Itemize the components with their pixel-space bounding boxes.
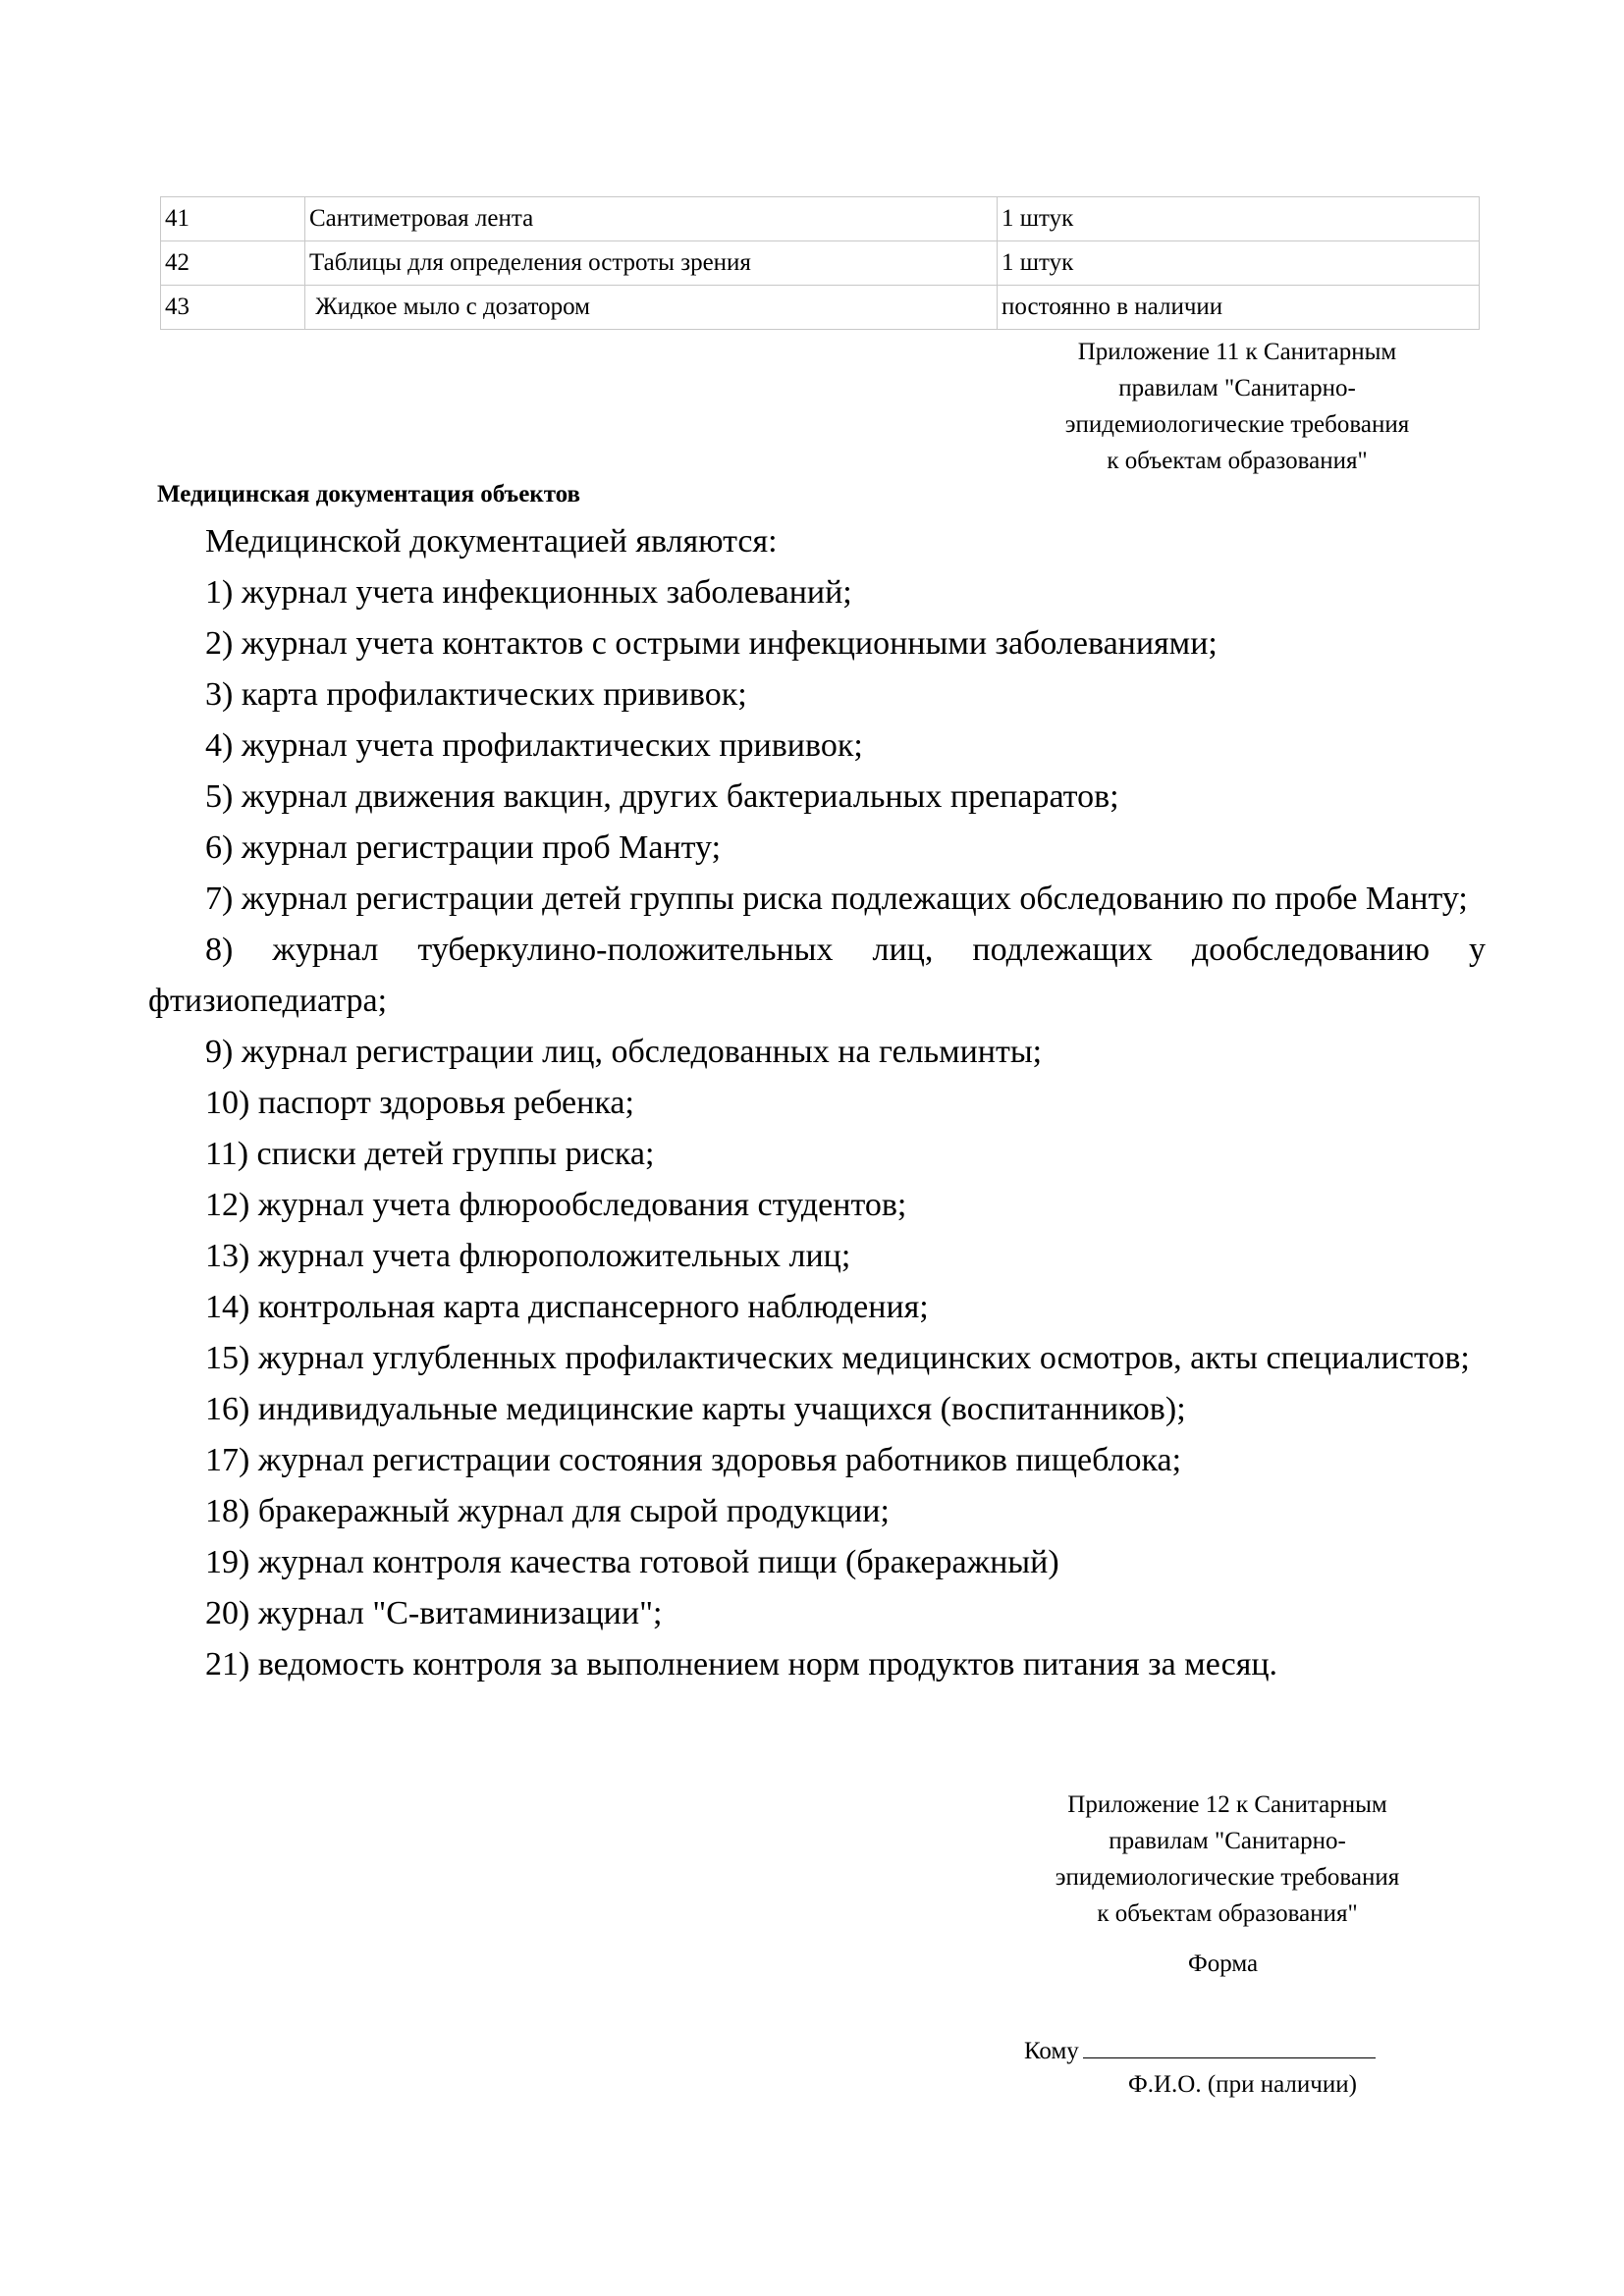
list-intro: Медицинской документацией являются:	[205, 523, 778, 560]
list-item: 2) журнал учета контактов с острыми инфекционными заболеваниями;	[205, 625, 1218, 662]
item-quantity: постоянно в наличии	[998, 286, 1480, 330]
recipient-line	[1024, 2034, 1376, 2065]
table-row	[161, 241, 1480, 286]
list-item: 10) паспорт здоровья ребенка;	[205, 1085, 634, 1121]
list-item: 19) журнал контроля качества готовой пищи (бракеражный)	[205, 1544, 1059, 1580]
table-row	[161, 286, 1480, 330]
list-item: 16) индивидуальные медицинские карты учащихся (воспитанников);	[205, 1391, 1186, 1427]
list-item: 18) бракеражный журнал для сырой продукции;	[205, 1493, 890, 1529]
appendix-line: Приложение 11 к Санитарным	[1077, 339, 1397, 365]
list-item: 20) журнал "С-витаминизации";	[205, 1595, 663, 1631]
appendix-11-note	[1011, 334, 1463, 479]
list-item: 17) журнал регистрации состояния здоровья работников пищеблока;	[205, 1442, 1182, 1478]
list-item: 4) журнал учета профилактических прививок;	[205, 727, 863, 764]
list-item: 6) журнал регистрации проб Манту;	[205, 829, 722, 866]
appendix-line: правилам "Санитарно-	[1118, 375, 1356, 401]
appendix-line: эпидемиологические требования	[1055, 1864, 1400, 1891]
row-number: 42	[161, 241, 305, 286]
appendix-line: эпидемиологические требования	[1064, 411, 1410, 438]
item-quantity: 1 штук	[998, 241, 1480, 286]
list-item: 21) ведомость контроля за выполнением норм продуктов питания за месяц.	[205, 1646, 1278, 1682]
row-number: 41	[161, 197, 305, 241]
appendix-line: Приложение 12 к Санитарным	[1067, 1791, 1387, 1818]
list-item: 7) журнал регистрации детей группы риска подлежащих обследованию по пробе Манту;	[205, 881, 1468, 917]
equipment-table	[160, 196, 1480, 330]
form-label: Форма	[1188, 1950, 1259, 1977]
recipient-blank-field[interactable]	[1083, 2034, 1376, 2058]
item-name: Сантиметровая лента	[305, 197, 998, 241]
section-heading: Медицинская документация объектов	[157, 481, 581, 507]
recipient-label: Кому	[1024, 2038, 1079, 2064]
fio-caption: Ф.И.О. (при наличии)	[1128, 2071, 1357, 2098]
list-item: 3) карта профилактических прививок;	[205, 676, 747, 713]
list-item: 11) списки детей группы риска;	[205, 1136, 655, 1172]
item-name: Таблицы для определения остроты зрения	[305, 241, 998, 286]
list-item: 13) журнал учета флюроположительных лиц;	[205, 1238, 851, 1274]
row-number: 43	[161, 286, 305, 330]
appendix-line: к объектам образования"	[1097, 1900, 1358, 1927]
list-item: 14) контрольная карта диспансерного наблюдения;	[205, 1289, 929, 1325]
item-name: Жидкое мыло с дозатором	[305, 286, 998, 330]
list-item: 12) журнал учета флюрообследования студентов;	[205, 1187, 907, 1223]
list-item: 9) журнал регистрации лиц, обследованных на гельминты;	[205, 1034, 1043, 1070]
list-item: 15) журнал углубленных профилактических медицинских осмотров, акты специалистов;	[205, 1340, 1470, 1376]
documentation-list	[148, 516, 1486, 1690]
appendix-12-note	[1001, 1787, 1453, 1932]
appendix-line: к объектам образования"	[1107, 448, 1368, 474]
item-quantity: 1 штук	[998, 197, 1480, 241]
list-item: 1) журнал учета инфекционных заболеваний;	[205, 574, 852, 611]
list-item: 5) журнал движения вакцин, других бактериальных препаратов;	[205, 778, 1119, 815]
appendix-line: правилам "Санитарно-	[1109, 1828, 1346, 1854]
list-item: 8) журнал туберкулино-положительных лиц, подлежащих дообследованию у фтизиопедиатра;	[148, 932, 1486, 1019]
table-row	[161, 197, 1480, 241]
